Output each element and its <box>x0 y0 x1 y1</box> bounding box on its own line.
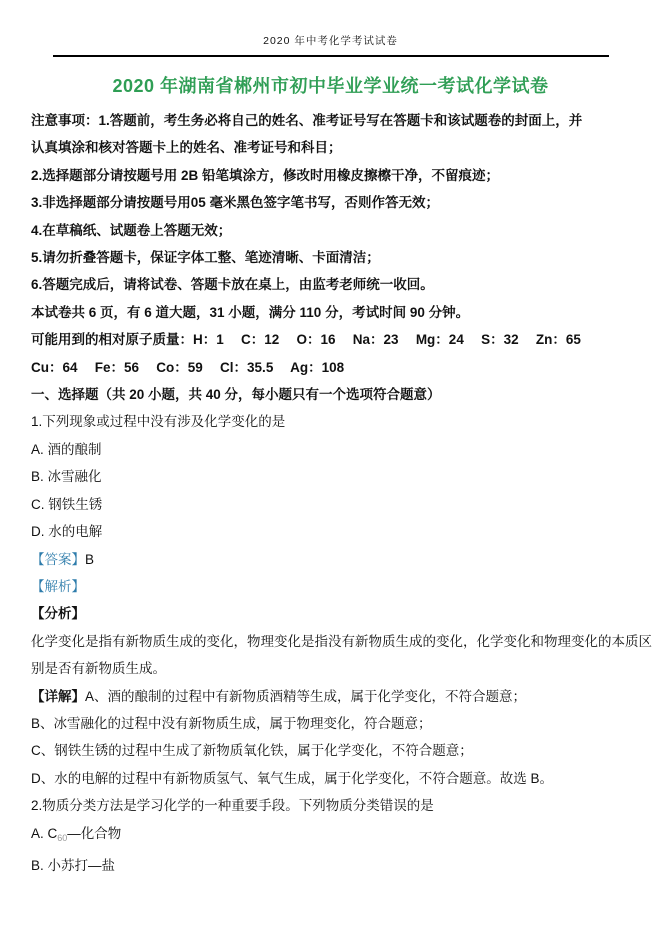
atomic-masses-line-1: 可能用到的相对原子质量：H：1 C：12 O：16 Na：23 Mg：24 S：32 Zn：65 <box>31 332 581 348</box>
detail-line-a <box>31 683 631 710</box>
section-heading-multiple-choice: 一、选择题（共 20 小题，共 40 分，每小题只有一个选项符合题意） <box>31 387 441 403</box>
paper-structure-line: 本试卷共 6 页，有 6 道大题，31 小题，满分 110 分，考试时间 90 分钟。 <box>31 304 470 320</box>
question-2-option-b: B. 小苏打—盐 <box>31 857 116 873</box>
analysis-text-line: 别是否有新物质生成。 <box>31 661 166 677</box>
analysis-text-line: 化学变化是指有新物质生成的变化，物理变化是指没有新物质生成的变化，化学变化和物理变化的本质区 <box>31 633 652 649</box>
notice-line: 5.请勿折叠答题卡，保证字体工整、笔迹清晰、卡面清洁； <box>31 250 380 266</box>
notice-line: 3.非选择题部分请按题号用05 毫米黑色签字笔书写，否则作答无效； <box>31 195 440 211</box>
detail-line-b: B、冰雪融化的过程中没有新物质生成，属于物理变化，符合题意； <box>31 715 432 731</box>
header-divider-line <box>53 55 609 57</box>
detail-text-a: A、酒的酿制的过程中有新物质酒精等生成，属于化学变化，不符合题意； <box>85 688 527 704</box>
notice-line: 2.选择题部分请按题号用 2B 铅笔填涂方，修改时用橡皮擦檫干净，不留痕迹； <box>31 167 500 183</box>
question-2-text: 2.物质分类方法是学习化学的一种重要手段。下列物质分类错误的是 <box>31 798 434 814</box>
answer-marker: 【答案】 <box>31 551 85 567</box>
question-1-option-b: B. 冰雪融化 <box>31 469 102 485</box>
page-header-label: 2020 年中考化学考试试卷 <box>263 35 398 47</box>
explanation-marker: 【解析】 <box>31 578 85 594</box>
notice-line: 认真填涂和核对答题卡上的姓名、准考证号和科目； <box>31 140 342 156</box>
document-body <box>31 107 652 879</box>
question-1-text: 1.下列现象或过程中没有涉及化学变化的是 <box>31 414 286 430</box>
question-2-option-a-suffix: —化合物 <box>67 825 122 841</box>
analysis-marker: 【分析】 <box>31 606 85 622</box>
question-1-option-c: C. 钢铁生锈 <box>31 496 103 512</box>
question-1-option-a: A. 酒的酿制 <box>31 441 102 457</box>
notice-line: 6.答题完成后，请将试卷、答题卡放在桌上，由监考老师统一收回。 <box>31 277 434 293</box>
atomic-masses-line-2: Cu：64 Fe：56 Co：59 Cl：35.5 Ag：108 <box>31 359 345 375</box>
answer-line <box>31 546 631 573</box>
question-2-option-a-prefix: A. C <box>31 825 58 841</box>
detail-marker: 【详解】 <box>31 688 85 704</box>
question-2-option-a <box>31 820 631 852</box>
document-title: 2020 年湖南省郴州市初中毕业学业统一考试化学试卷 <box>112 76 549 96</box>
explanation-marker-line <box>31 573 631 600</box>
detail-line-c: C、钢铁生锈的过程中生成了新物质氧化铁，属于化学变化，不符合题意； <box>31 743 473 759</box>
answer-value: B <box>85 551 95 567</box>
analysis-marker-line <box>31 600 631 627</box>
question-2-option-a-subscript: 60 <box>57 832 68 843</box>
notice-line: 4.在草稿纸、试题卷上答题无效； <box>31 222 232 238</box>
question-1-option-d: D. 水的电解 <box>31 524 103 540</box>
notice-line: 注意事项：1.答题前，考生务必将自己的姓名、准考证号写在答题卡和该试题卷的封面上，并 <box>31 113 583 128</box>
detail-line-d: D、水的电解的过程中有新物质氢气、氧气生成，属于化学变化，不符合题意。故选 B。 <box>31 770 554 786</box>
